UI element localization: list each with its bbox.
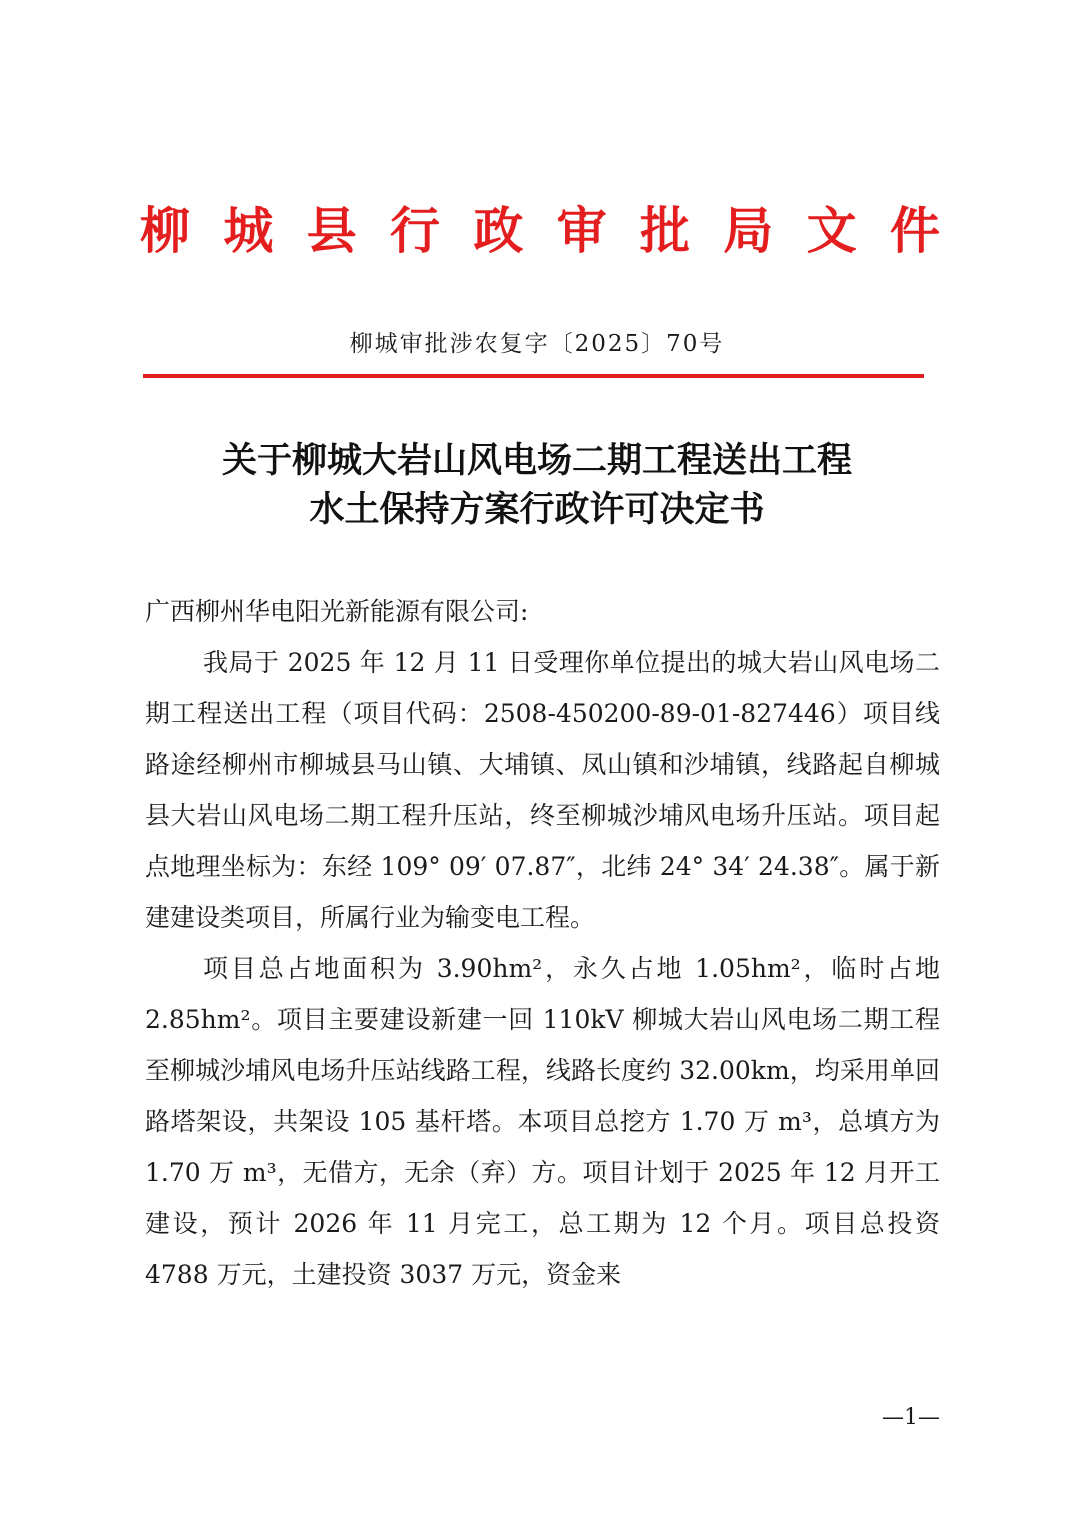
masthead-char: 行 [389,202,440,260]
document-body [145,586,940,1300]
masthead-char: 件 [889,202,940,260]
document-number: 柳城审批涉农复字〔2025〕70号 [349,331,725,357]
paragraph-1: 我局于 2025 年 12 月 11 日受理你单位提出的城大岩山风电场二期工程送出工程（项目代码：2508-450200-89-01-827446）项目线路途经柳州市柳城县马山镇、大埔镇、凤山镇和沙埔镇，线路起自柳城县大岩山风电场二期工程升压站，终至柳城沙埔风电场升压站。项目起点地理坐标为：东经 109° 09′ 07.87″，北纬 24° 34′ 24.38″。属于新建建设类项目，所属行业为输变电工程。 [145,648,940,932]
masthead-char: 县 [306,202,357,260]
title-line-1: 关于柳城大岩山风电场二期工程送出工程 [221,440,852,481]
page-number: —1— [882,1405,940,1430]
masthead-char: 柳 [140,202,190,260]
masthead-char: 政 [473,202,524,260]
recipient: 广西柳州华电阳光新能源有限公司: [145,597,529,626]
masthead [140,196,940,266]
masthead-char: 批 [639,202,690,260]
red-divider-line [143,374,924,378]
title-line-2: 水土保持方案行政许可决定书 [309,489,765,530]
masthead-char: 文 [806,202,857,260]
masthead-char: 城 [223,202,274,260]
masthead-char: 局 [723,202,774,260]
masthead-char: 审 [556,202,607,260]
paragraph-2: 项目总占地面积为 3.90hm²，永久占地 1.05hm²，临时占地 2.85hm²。项目主要建设新建一回 110kV 柳城大岩山风电场二期工程至柳城沙埔风电场升压站线路工程，线路长度约 32.00km，均采用单回路塔架设，共架设 105 基杆塔。本项目总挖方 1.70 万 m³，总填方为 1.70 万 m³，无借方，无余（弃）方。项目计划于 2025 年 12 月开工建设，预计 2026 年 11 月完工，总工期为 12 个月。项目总投资 4788 万元，土建投资 3037 万元，资金来 [145,954,940,1289]
document-title [0,436,1074,534]
